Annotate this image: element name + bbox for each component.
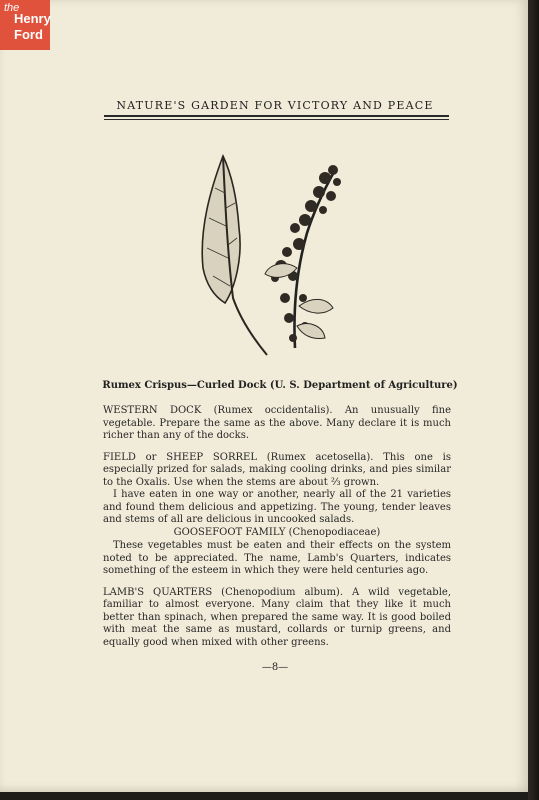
logo-text-the: the: [4, 2, 20, 14]
curled-dock-illustration: [195, 148, 355, 363]
logo-text-henry: Henry: [14, 11, 51, 26]
body-text: [103, 405, 451, 658]
header-rule-thin: [104, 119, 449, 120]
paragraph-lambs-quarters: LAMB'S QUARTERS (Chenopodium album). A wild vegetable, familiar to almost everyone. Many claim that they like it much better than spinach, when prepared the same way. It is good boiled with meat the same as mustard, collards or turnip greens, and equally good when mixed with other greens.: [103, 586, 451, 648]
page-edge-shadow: [528, 0, 539, 800]
henry-ford-logo: [0, 0, 50, 50]
paragraph-sheep-sorrel: FIELD or SHEEP SORREL (Rumex acetosella). This one is especially prized for salads, making cooling drinks, and pies similar to the Oxalis. Use when the stems are about ⅔ grown.: [103, 451, 451, 488]
running-head: NATURE'S GARDEN FOR VICTORY AND PEACE: [116, 99, 434, 112]
page-number: —8—: [261, 662, 289, 673]
logo-text-ford: Ford: [14, 27, 43, 42]
paragraph-western-dock: WESTERN DOCK (Rumex occidentalis). An unusually fine vegetable. Prepare the same as the above. Many declare it is much richer than any of the docks.: [103, 405, 451, 441]
paragraph-varieties: I have eaten in one way or another, nearly all of the 21 varieties and found them delicious and appetizing. The young, tender leaves and stems of all are delicious in uncooked salads.: [103, 489, 451, 525]
figure-caption: Rumex Crispus—Curled Dock (U. S. Department of Agriculture): [102, 380, 458, 391]
header-rule-thick: [104, 115, 449, 117]
paragraph-goosefoot-intro: These vegetables must be eaten and their effects on the system noted to be appreciated. The name, Lamb's Quarters, indicates something of the esteem in which they were held centuries ago.: [103, 540, 451, 576]
section-heading-goosefoot: GOOSEFOOT FAMILY (Chenopodiaceae): [173, 526, 381, 538]
